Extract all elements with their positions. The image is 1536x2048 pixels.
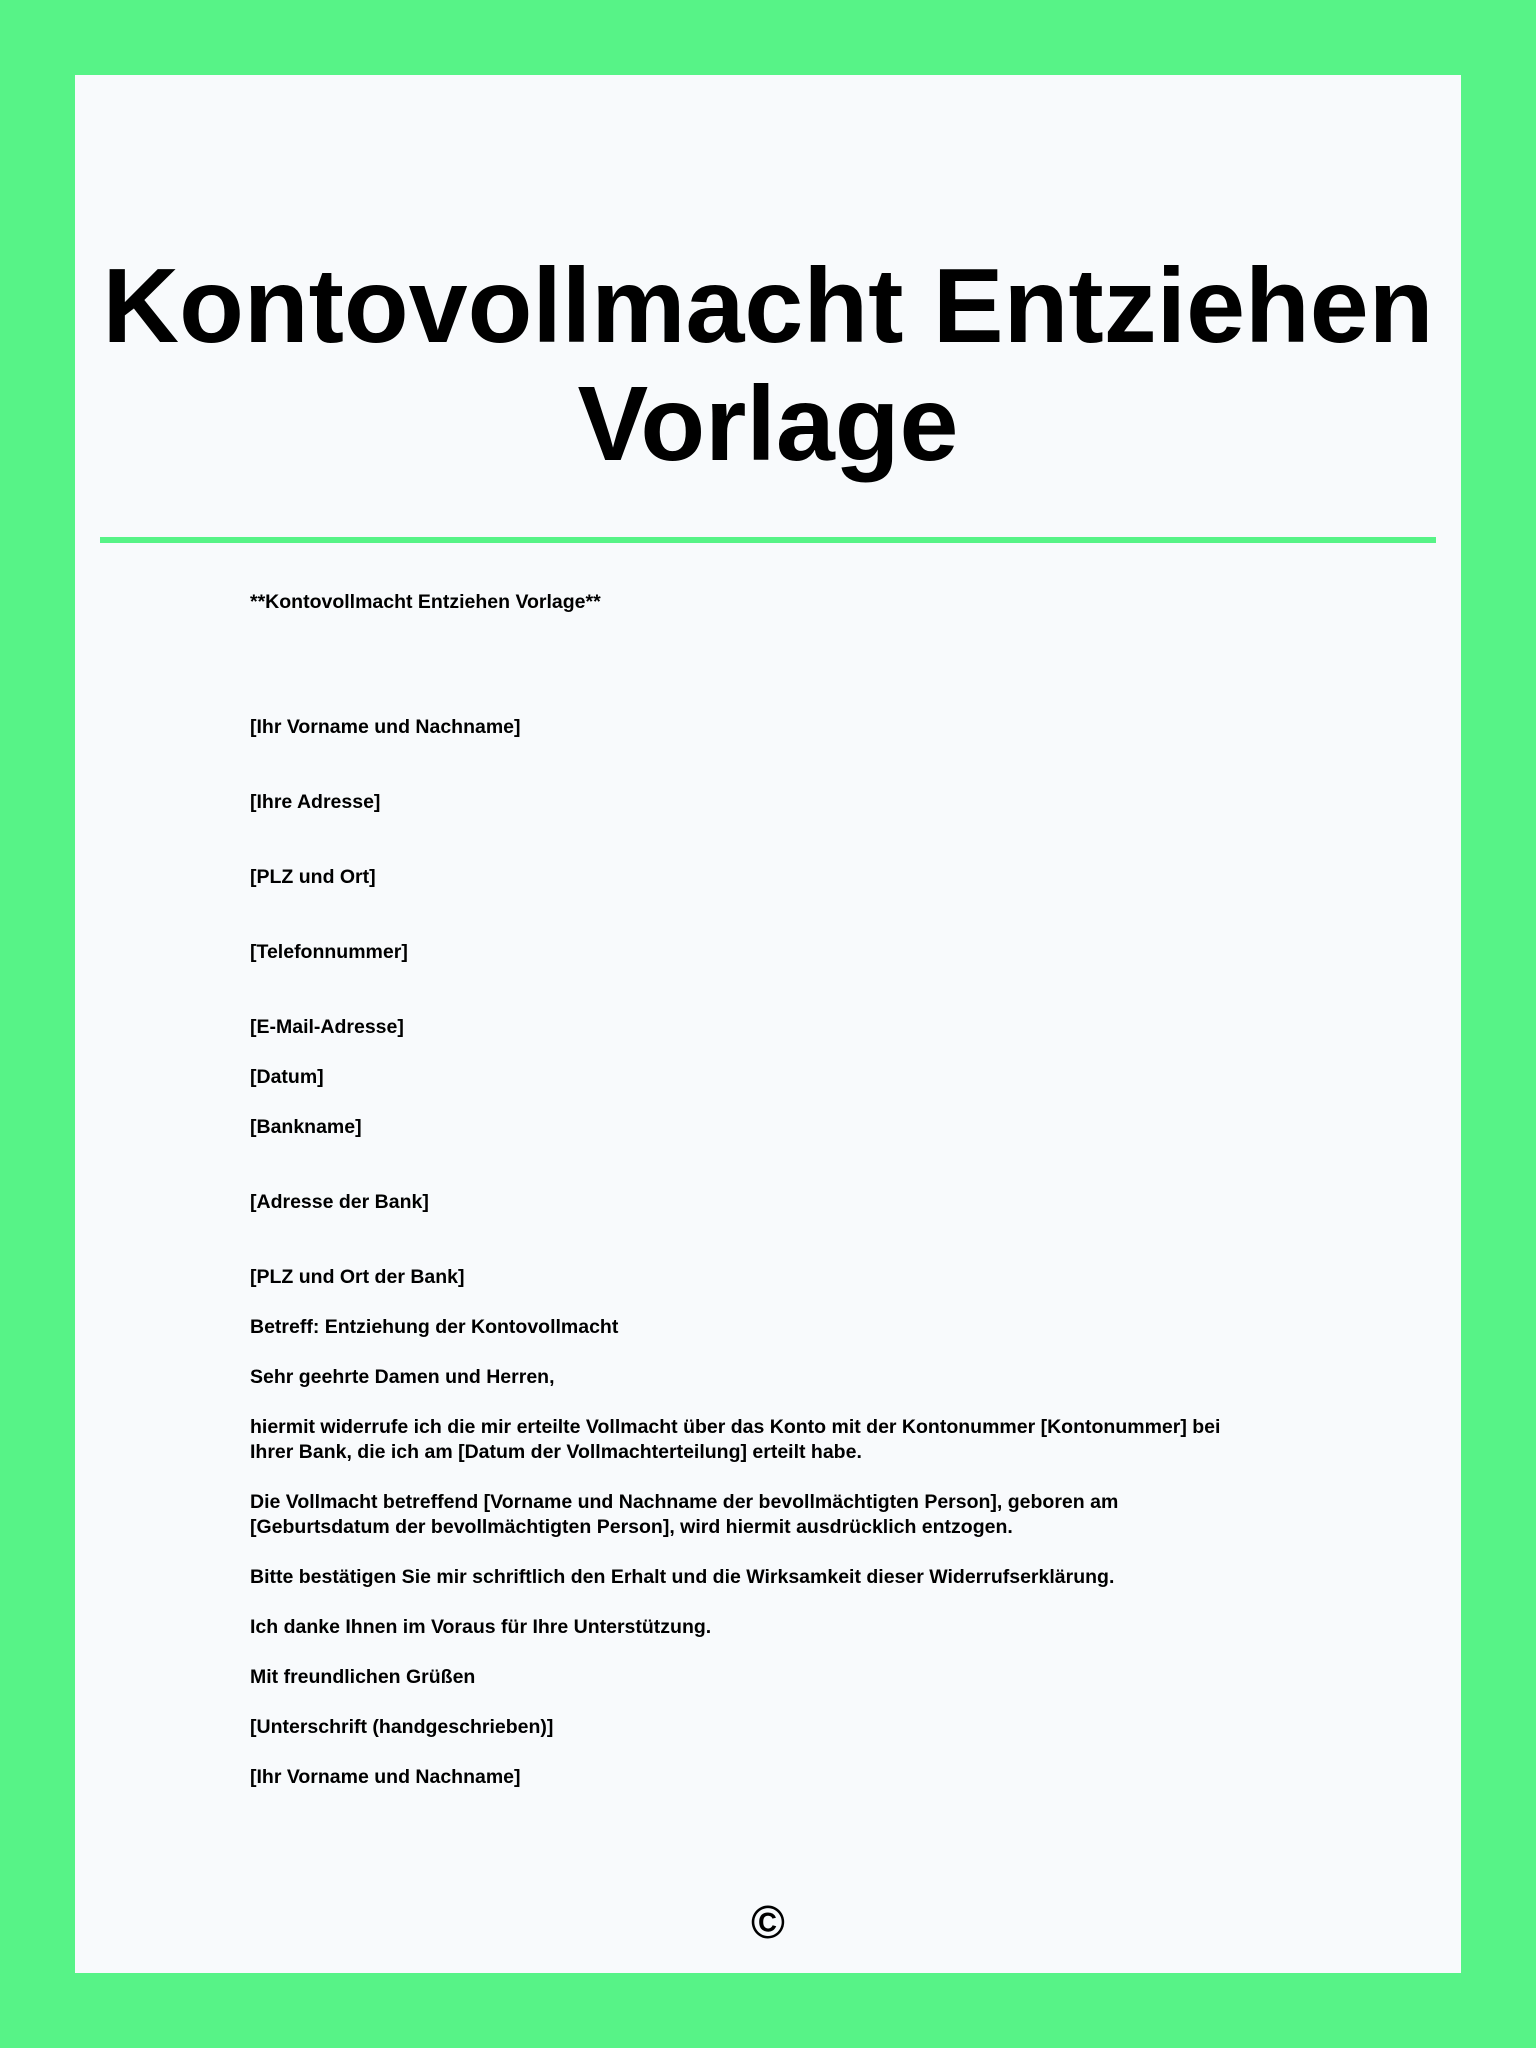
bank-name: [Bankname] — [250, 1116, 362, 1138]
sender-email: [E-Mail-Adresse] — [250, 1016, 404, 1038]
bank-city: [PLZ und Ort der Bank] — [250, 1266, 465, 1288]
template-heading: **Kontovollmacht Entziehen Vorlage** — [250, 591, 601, 613]
letter-subject: Betreff: Entziehung der Kontovollmacht — [250, 1316, 619, 1338]
title-divider — [100, 537, 1436, 543]
sender-phone: [Telefonnummer] — [250, 941, 408, 963]
paragraph-1-line-2: Ihrer Bank, die ich am [Datum der Vollmachterteilung] erteilt habe. — [250, 1441, 862, 1463]
signature-name: [Ihr Vorname und Nachname] — [250, 1766, 521, 1788]
signature-placeholder: [Unterschrift (handgeschrieben)] — [250, 1716, 554, 1738]
letter-closing: Mit freundlichen Grüßen — [250, 1666, 476, 1688]
paragraph-3: Bitte bestätigen Sie mir schriftlich den Erhalt und die Wirksamkeit dieser Widerrufserklärung. — [250, 1566, 1115, 1588]
document-page — [75, 75, 1461, 1973]
sender-city: [PLZ und Ort] — [250, 866, 376, 888]
copyright-symbol: © — [751, 1896, 785, 1948]
letter-salutation: Sehr geehrte Damen und Herren, — [250, 1366, 555, 1388]
document-title: Kontovollmacht Entziehen Vorlage — [102, 247, 1434, 483]
letter-date: [Datum] — [250, 1066, 324, 1088]
paragraph-1-line-1: hiermit widerrufe ich die mir erteilte Vollmacht über das Konto mit der Kontonummer [Kontonummer] bei — [250, 1416, 1221, 1438]
paragraph-2-line-2: [Geburtsdatum der bevollmächtigten Person], wird hiermit ausdrücklich entzogen. — [250, 1516, 1013, 1538]
paragraph-2-line-1: Die Vollmacht betreffend [Vorname und Nachname der bevollmächtigten Person], geboren am — [250, 1491, 1119, 1513]
sender-address: [Ihre Adresse] — [250, 791, 381, 813]
bank-address: [Adresse der Bank] — [250, 1191, 429, 1213]
sender-name: [Ihr Vorname und Nachname] — [250, 716, 521, 738]
paragraph-4: Ich danke Ihnen im Voraus für Ihre Unterstützung. — [250, 1616, 712, 1638]
